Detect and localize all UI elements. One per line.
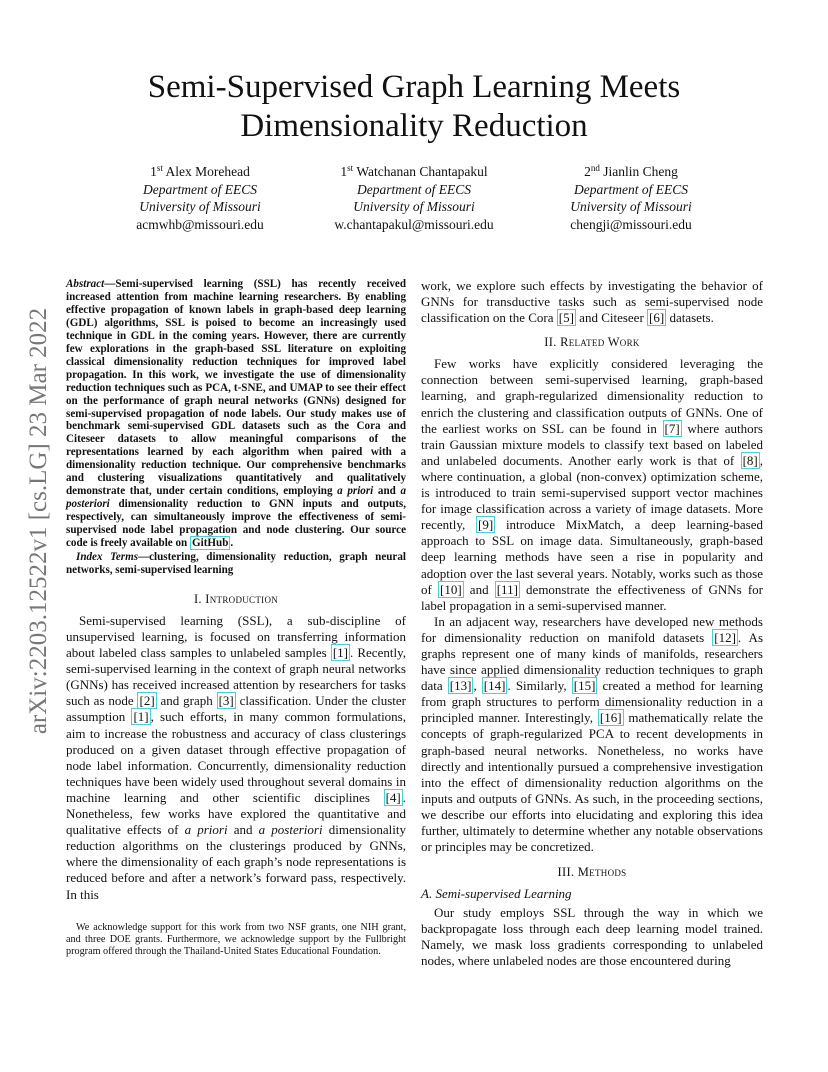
related-text: , — [473, 678, 482, 694]
abstract-text: dimensionality reduction to GNN inputs and outputs, respectively, can simultaneously improve the effectiveness of semi-supervised node label propagation and node clustering. Our source code is freely available on — [66, 498, 406, 550]
related-text: created a method for learning from graph structures to perform dimensionality reduction in a principled manner. Interestingly, — [421, 678, 763, 726]
intro-text: . Recently, semi-supervised learning in the context of graph neural networks (GNNs) has received increased attention by researchers for tasks such as node — [66, 645, 406, 709]
citation-link[interactable]: [10] — [439, 581, 462, 597]
author-name-line — [80, 163, 320, 181]
abstract-lead: Abstract — [66, 278, 105, 290]
author-email: acmwhb@missouri.edu — [136, 216, 264, 232]
intro-emphasis: a posteriori — [258, 822, 323, 838]
related-paragraph-2 — [421, 614, 763, 855]
related-text: demonstrate the effectiveness of GNNs for label propagation in a semi-supervised manner. — [421, 581, 763, 613]
author-name: Jianlin Cheng — [603, 164, 678, 179]
author-ordinal: 2 — [584, 164, 591, 179]
citation-link[interactable]: [1] — [133, 709, 149, 725]
section-number: I. — [193, 591, 206, 606]
section-heading-related-work — [421, 334, 763, 350]
citation-link[interactable]: [16] — [599, 710, 622, 726]
author-name-line — [511, 163, 751, 181]
section-title: Introduction — [205, 591, 279, 606]
citation-link[interactable]: [2] — [139, 693, 155, 709]
footnote: We acknowledge support for this work from two NSF grants, one NIH grant, and three DOE grants. Furthermore, we acknowledge support by the Fullbright program offered through the Thailand-United States Educational Foundation. — [66, 922, 406, 957]
section-heading-methods — [421, 864, 763, 880]
abstract-text: . — [230, 537, 234, 550]
author-name: Watchanan Chantapakul — [356, 164, 488, 179]
citation-link[interactable]: [7] — [664, 420, 680, 436]
citation-link[interactable]: [4] — [385, 789, 401, 805]
citation-link[interactable]: [1] — [332, 645, 349, 661]
intro-text: work, we explore such effects by investigating the behavior of GNNs for transductive tasks such as semi-supervised node classification on the Cora — [421, 278, 763, 326]
author-ordinal: 1 — [340, 164, 348, 179]
section-title: Related Work — [560, 335, 640, 350]
intro-text: . Nonetheless, few works have explored the quantitative and qualitative effects of — [66, 789, 406, 838]
author-ordinal-sup: st — [156, 163, 163, 173]
intro-text: and Citeseer — [575, 310, 648, 326]
arxiv-stamp — [19, 283, 59, 758]
citation-link[interactable]: [6] — [649, 310, 665, 326]
related-text: mathematically relate the concepts of graph-regularized PCA to recent developments in graph-based neural networks. Nonetheless, no works have directly and intentionally pursued a comprehensive investigation into the effect of dimensionality reduction algorithms on the inputs and outputs of GNNs. As such, in the proceeding sections, we describe our efforts into elucidating and exploring this idea further, ultimately to determine whether any notable observations or principles may be concretized. — [421, 710, 763, 855]
section-number: II. — [544, 335, 561, 350]
author-email: chengji@missouri.edu — [570, 216, 692, 232]
author-dept: Department of EECS — [574, 181, 688, 197]
intro-text: datasets. — [666, 310, 714, 326]
related-text: In an adjacent way, researchers have developed new methods for dimensionality reduction on manifold datasets — [421, 613, 763, 645]
section-heading-introduction — [66, 591, 406, 607]
author-name: Alex Morehead — [165, 164, 250, 179]
index-terms — [66, 551, 406, 577]
author-dept: Department of EECS — [143, 181, 257, 197]
abstract — [66, 278, 406, 550]
related-text: Few works have explicitly considered leveraging the connection between semi-supervised learning, graph-based learning, and graph-regularized dimensionality reduction to enrich the clustering and classification outputs of GNNs. One of the earliest works on SSL can be found in — [421, 356, 763, 436]
intro-continuation — [421, 278, 763, 326]
author-block-3 — [511, 163, 751, 233]
author-univ: University of Missouri — [570, 199, 692, 214]
author-email: w.chantapakul@missouri.edu — [334, 216, 494, 232]
related-text: where authors train Gaussian mixture models to classify text based on labeled and unlabeled documents. Another early work is that of — [421, 420, 763, 468]
author-name-line — [294, 163, 534, 181]
citation-link[interactable]: [9] — [478, 517, 494, 533]
related-text: , where continuation, a global (non-convex) optimization scheme, is introduced to train semi-supervised support vector machines for image classification across a variety of image datasets. More recently, — [421, 452, 763, 533]
section-title: Methods — [577, 865, 627, 880]
related-text: . Similarly, — [507, 678, 572, 694]
intro-text: and graph — [156, 693, 217, 709]
author-ordinal-sup: st — [347, 163, 354, 173]
related-paragraph-1 — [421, 356, 763, 614]
citation-link[interactable]: [14] — [483, 678, 506, 694]
title-line-2: Dimensionality Reduction — [240, 108, 588, 144]
index-terms-lead: Index Terms — [76, 551, 139, 564]
abstract-emphasis: a priori — [337, 485, 374, 498]
title-line-1: Semi-Supervised Graph Learning Meets — [147, 69, 681, 105]
author-block-1 — [80, 163, 320, 233]
intro-text: dimensionality reduction algorithms on the clusterings produced by GNNs, where the dimensionality of each graph’s node representations is reduced before and after a network’s forward pass, respectively. In this — [66, 822, 406, 902]
related-text: . As graphs represent one of many kinds of manifolds, researchers have since applied dimensionality reduction techniques to graph data — [421, 629, 764, 694]
arxiv-stamp-text: arXiv:2203.12522v1 [cs.LG] 23 Mar 2022 — [25, 307, 52, 734]
citation-link[interactable]: [5] — [558, 310, 574, 326]
section-number: III. — [557, 865, 578, 880]
related-text: and — [463, 581, 495, 597]
intro-text: , such efforts, in many common formulations, aim to increase the robustness and accuracy of class clusterings produced on a given dataset through effective propagation of node label information. Concurrently, dimensionality reduction techniques have been widely used throughout several domains in machine learning and other scientific disciplines — [66, 709, 406, 805]
related-text: introduce MixMatch, a deep learning-based approach to SSL on image data. Simultaneously, graph-based deep learning methods have seen a rise in popularity and adoption over the last several years. Notably, works such as those of — [421, 517, 763, 597]
index-terms-text: —clustering, dimensionality reduction, graph neural networks, semi-supervised learning — [66, 551, 406, 576]
author-ordinal: 1 — [150, 164, 157, 179]
author-univ: University of Missouri — [139, 199, 261, 214]
abstract-text: —Semi-supervised learning (SSL) has recently received increased attention from machine learning researchers. By enabling effective propagation of known labels in graph-based deep learning (GDL) algorithms, SSL is poised to become an increasingly used technique in GDL in the coming years. However, there are currently few explorations in the graph-based SSL literature on exploiting classical dimensionality reduction techniques for improved label propagation. In this work, we investigate the use of dimensionality reduction techniques such as PCA, t-SNE, and UMAP to see their effect on the performance of graph neural networks (GNNs) designed for semi-supervised propagation of node labels. Our study makes use of benchmark semi-supervised GDL datasets such as the Cora and Citeseer datasets to allow meaningful comparisons of the representations learned by each algorithm when paired with a dimensionality reduction technique. Our comprehensive benchmarks and clustering visualizations quantitatively and qualitatively demonstrate that, under certain conditions, employing — [66, 278, 406, 498]
citation-link[interactable]: [11] — [496, 581, 518, 597]
methods-paragraph: Our study employs SSL through the way in which we backpropagate loss through each deep learning model trained. Namely, we mask loss gradients corresponding to unlabeled nodes, where unlabeled nodes are those encountered during — [421, 905, 763, 969]
abstract-text: and — [373, 485, 401, 498]
right-column — [421, 278, 763, 970]
intro-text: classification. Under the cluster assumption — [66, 693, 407, 725]
intro-paragraph — [66, 613, 406, 903]
left-column — [66, 278, 406, 903]
abstract-emphasis: a posteriori — [66, 485, 406, 511]
citation-link[interactable]: [12] — [714, 629, 736, 645]
author-ordinal-sup: nd — [590, 163, 600, 173]
paper-title — [100, 68, 728, 146]
subsection-heading: A. Semi-supervised Learning — [421, 886, 572, 902]
author-univ: University of Missouri — [353, 199, 475, 214]
intro-emphasis: a priori — [184, 822, 228, 838]
citation-link[interactable]: [3] — [218, 693, 234, 709]
github-link[interactable]: GitHub — [191, 537, 229, 550]
citation-link[interactable]: [15] — [573, 678, 596, 694]
intro-text: and — [227, 822, 259, 838]
citation-link[interactable]: [8] — [742, 452, 758, 468]
citation-link[interactable]: [13] — [449, 678, 472, 694]
author-block-2 — [294, 163, 534, 233]
author-dept: Department of EECS — [357, 181, 471, 197]
intro-text: Semi-supervised learning (SSL), a sub-discipline of unsupervised learning, is focused on transferring information about labeled class samples to unlabeled samples — [66, 612, 406, 661]
